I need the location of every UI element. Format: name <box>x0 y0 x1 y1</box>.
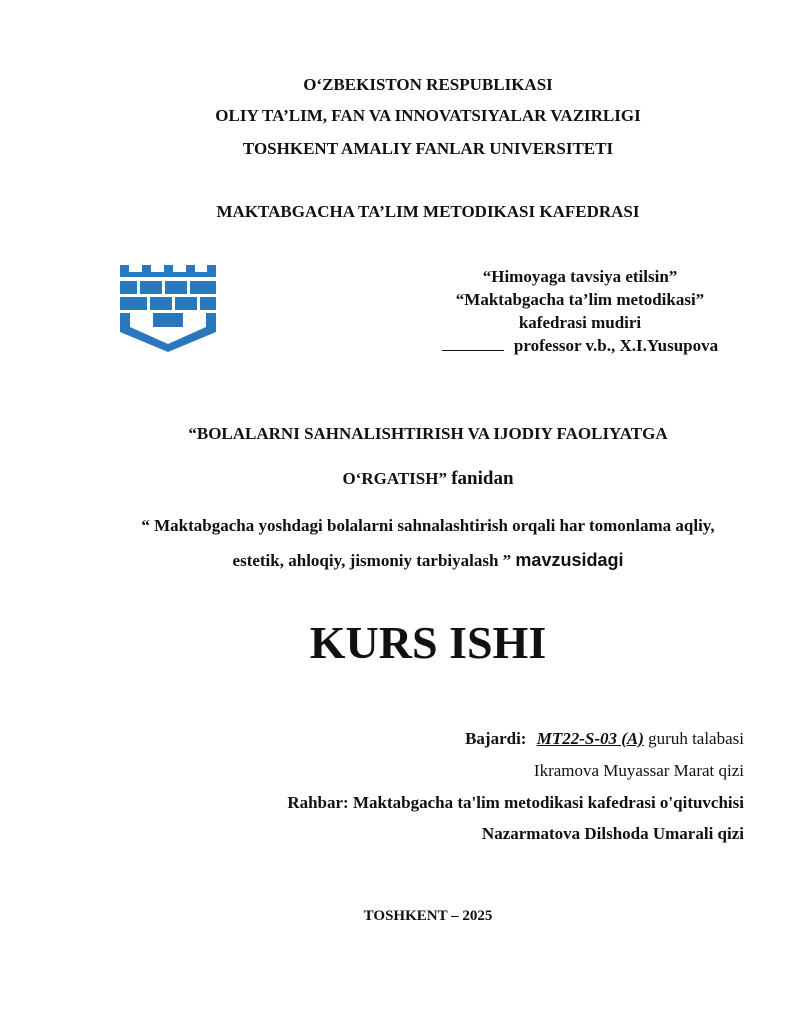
performer-group: MT22-S-03 (A) <box>536 729 644 748</box>
topic-line1: “ Maktabgacha yoshdagi bolalarni sahnalashtirish orqali har tomonlama aqliy, <box>141 516 715 535</box>
approval-department-line: “Maktabgacha ta’lim metodikasi” <box>455 290 705 309</box>
topic-line2 <box>0 550 800 571</box>
supervisor-line: Rahbar: Maktabgacha ta'lim metodikasi kafedrasi o'qituvchisi <box>287 793 744 812</box>
approval-block <box>430 265 730 357</box>
university-line: TOSHKENT AMALIY FANLAR UNIVERSITETI <box>242 139 614 158</box>
supervisor-name: Nazarmatova Dilshoda Umarali qizi <box>481 824 744 843</box>
approval-head-line: kafedrasi mudiri <box>518 313 642 332</box>
approval-signature-line <box>430 334 730 357</box>
topic-suffix: mavzusidagi <box>515 550 624 570</box>
topic-line2-text: estetik, ahloqiy, jismoniy tarbiyalash ” <box>232 551 512 570</box>
ministry-line: OLIY TA’LIM, FAN VA INNOVATSIYALAR VAZIRLIGI <box>215 106 641 125</box>
subject-title-line2 <box>0 468 800 490</box>
approval-signatory: professor v.b., X.I.Yusupova <box>513 336 719 355</box>
document-title: KURS ISHI <box>309 617 547 668</box>
university-castle-logo-icon <box>118 262 218 352</box>
subject-suffix: fanidan <box>451 468 514 489</box>
subject-title-line2-text: O‘RGATISH” <box>342 469 447 488</box>
department-line: MAKTABGACHA TA’LIM METODIKASI KAFEDRASI <box>216 202 640 221</box>
performer-line <box>465 729 744 749</box>
performer-group-suffix: guruh talabasi <box>648 729 744 748</box>
approval-recommend-line: “Himoyaga tavsiya etilsin” <box>482 267 678 286</box>
performer-name: Ikramova Muyassar Marat qizi <box>533 761 744 780</box>
city-year: TOSHKENT – 2025 <box>363 908 493 924</box>
signature-blank <box>442 336 504 351</box>
ministry-country-line: O‘ZBEKISTON RESPUBLIKASI <box>303 75 553 94</box>
subject-title-line1: “BOLALARNI SAHNALISHTIRISH VA IJODIY FAOLIYATGA <box>188 424 668 443</box>
performer-label: Bajardi: <box>465 729 527 748</box>
